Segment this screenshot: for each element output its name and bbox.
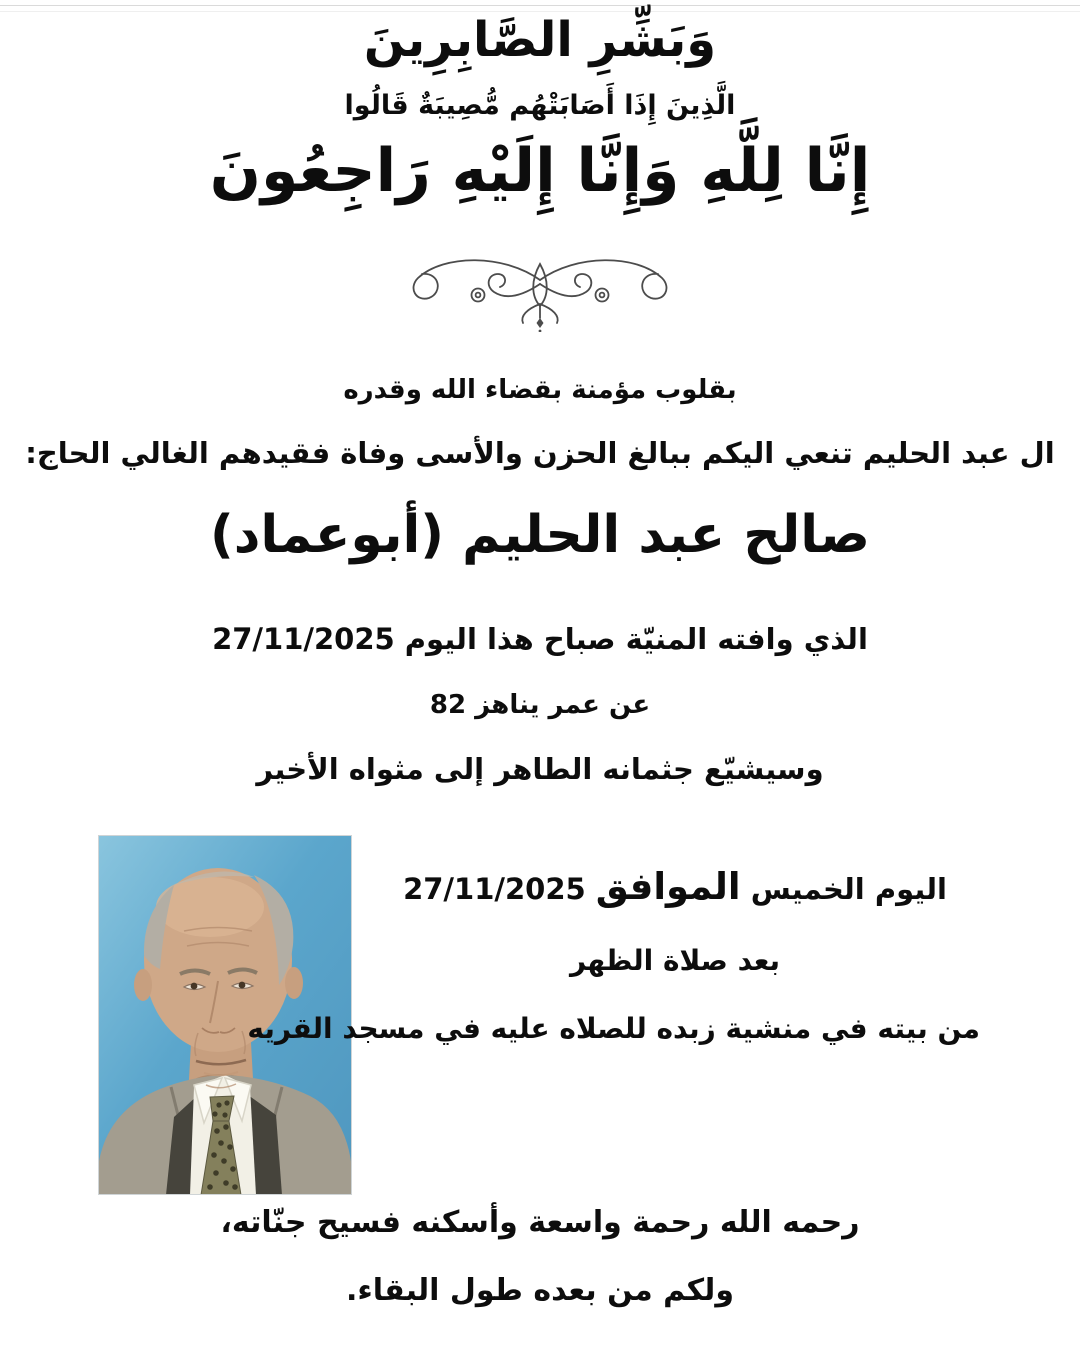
- funeral-day-prefix: اليوم الخميس: [750, 872, 947, 906]
- funeral-date: 27/11/2025: [403, 872, 586, 906]
- deceased-name: صالح عبد الحليم (أبوعماد): [209, 505, 870, 565]
- calligraphic-flourish-icon: [0, 246, 1080, 336]
- funeral-corresponding-word: الموافق: [595, 865, 741, 908]
- family-announcement-line: ال عبد الحليم تنعي اليكم ببالغ الحزن والأسى وفاة فقيدهم الغالي الحاج:: [25, 436, 1055, 470]
- procession-line: وسيشيّع جثمانه الطاهر إلى مثواه الأخير: [256, 752, 824, 786]
- funeral-time-line: بعد صلاة الظهر: [569, 944, 781, 977]
- faith-intro-line: بقلوب مؤمنة بقضاء الله وقدره: [343, 375, 737, 405]
- quran-verse-line-3: إِنَّا لِلَّهِ وَإِنَّا إِلَيْهِ رَاجِعُونَ: [209, 136, 871, 206]
- age-line: عن عمر يناهز 82: [429, 690, 651, 720]
- death-date-line: الذي وافته المنيّة صباح هذا اليوم 27/11/2025: [212, 622, 868, 656]
- quran-verse-line-1: وَبَشِّرِ الصَّابِرِينَ: [363, 12, 717, 68]
- funeral-day-line: [370, 865, 980, 908]
- closing-prayer-line-1: رحمه الله رحمة واسعة وأسكنه فسيح جنّاته،: [220, 1205, 860, 1240]
- quran-verse-line-2: الَّذِينَ إِذَا أَصَابَتْهُم مُّصِيبَةٌ قَالُوا: [344, 90, 736, 121]
- funeral-place-line: من بيته في منشية زبده للصلاه عليه في مسجد القريه: [247, 1012, 980, 1045]
- closing-prayer-line-2: ولكم من بعده طول البقاء.: [346, 1273, 734, 1308]
- top-divider-line: [0, 5, 1080, 6]
